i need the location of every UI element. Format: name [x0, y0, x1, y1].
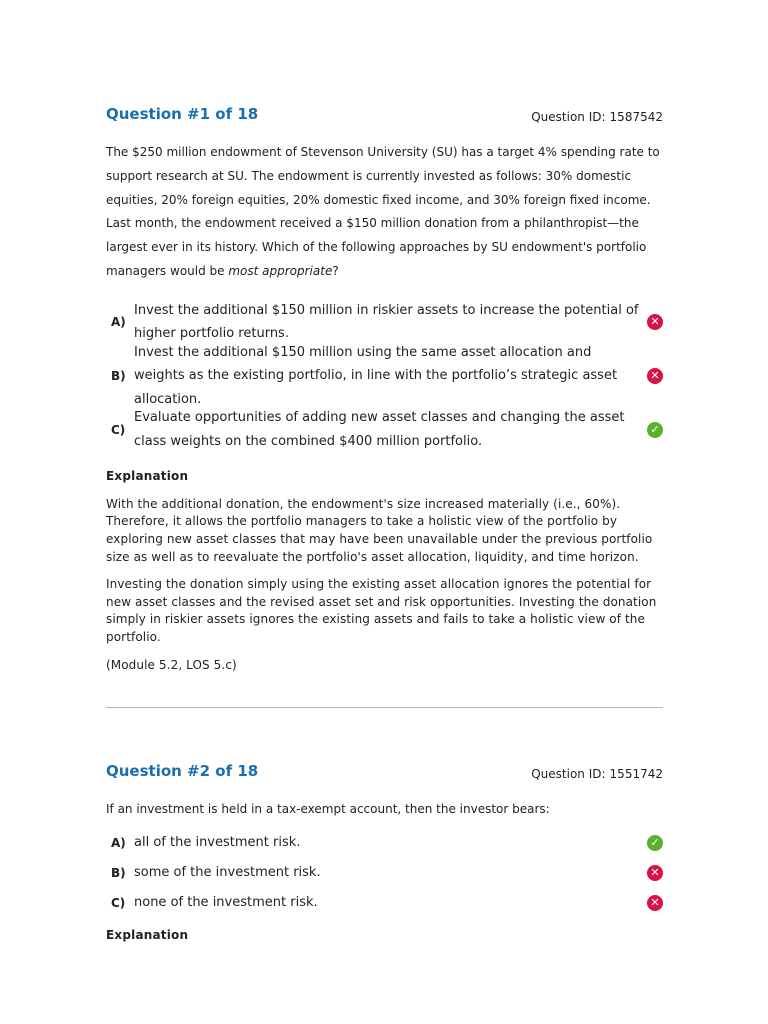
question-id-value: 1587542: [609, 110, 663, 124]
question-stem-text: The $250 million endowment of Stevenson University (SU) has a target 4% spending rate to support research at SU. The endowment is currently invested as follows: 30% domestic equities, 20% foreign equities, 20% domestic fixed income, and 30% foreign fixed income. Last month, the endowment received a $150 million donation from a philanthropist—the largest ever in its history. Which of the following approaches by SU endowment's portfolio managers would be: [106, 145, 660, 278]
question-id: [531, 109, 663, 125]
answer-letter: B): [111, 865, 126, 880]
question-stem: If an investment is held in a tax-exempt account, then the investor bears:: [106, 802, 550, 816]
question-stem: [106, 141, 663, 284]
answer-text: some of the investment risk.: [134, 865, 321, 881]
answer-letter: C): [111, 895, 126, 910]
x-circle-icon: ✕: [647, 895, 663, 911]
x-circle-icon: ✕: [647, 314, 663, 330]
answer-list: [106, 296, 663, 457]
answer-text: all of the investment risk.: [134, 835, 301, 851]
answer-option-a[interactable]: [106, 828, 663, 858]
answer-option-c[interactable]: [106, 888, 663, 918]
question-stem-end: ?: [332, 263, 339, 278]
question-header: [106, 104, 663, 128]
question-title: Question #1 of 18: [106, 105, 259, 123]
explanation-heading: Explanation: [106, 927, 189, 942]
check-circle-icon: ✓: [647, 835, 663, 851]
x-circle-icon: ✕: [647, 368, 663, 384]
question-header: [106, 761, 663, 785]
question-id: [531, 766, 663, 782]
answer-letter: C): [111, 422, 126, 437]
question-id-value: 1551742: [609, 767, 663, 781]
check-circle-icon: ✓: [647, 422, 663, 438]
question-divider: [106, 707, 663, 708]
answer-text: Invest the additional $150 million in riskier assets to increase the potential of higher portfolio returns.: [134, 302, 639, 342]
answer-text: none of the investment risk.: [134, 895, 318, 911]
answer-text: Invest the additional $150 million using the same asset allocation and weights as the existing portfolio, in line with the portfolio’s strategic asset allocation.: [134, 344, 618, 407]
explanation-paragraph: With the additional donation, the endowment's size increased materially (i.e., 60%). Therefore, it allows the portfolio managers to take a holistic view of the portfolio by exploring new asset classes that may have been unavailable under the previous portfolio size as well as to reevaluate the portfolio's asset allocation, liquidity, and time horizon.: [106, 496, 653, 564]
answer-option-c[interactable]: [106, 403, 663, 457]
question-1: [106, 104, 663, 674]
question-stem-emphasis: most appropriate: [228, 263, 333, 278]
explanation-paragraph: Investing the donation simply using the existing asset allocation ignores the potential for new asset classes and the revised asset set and risk opportunities. Investing the donation simply in riskier assets ignores the existing assets and fails to take a holistic view of the portfolio.: [106, 577, 657, 644]
question-id-label: Question ID:: [531, 110, 606, 124]
question-2: [106, 761, 663, 942]
x-circle-icon: ✕: [647, 865, 663, 881]
explanation-reference: (Module 5.2, LOS 5.c): [106, 657, 237, 672]
answer-option-b[interactable]: [106, 344, 663, 407]
answer-letter: B): [111, 368, 126, 383]
answer-list: [106, 828, 663, 918]
answer-letter: A): [111, 835, 126, 850]
answer-option-b[interactable]: [106, 858, 663, 888]
answer-letter: A): [111, 315, 126, 330]
question-id-label: Question ID:: [531, 767, 606, 781]
question-title: Question #2 of 18: [106, 762, 259, 780]
answer-text: Evaluate opportunities of adding new asset classes and changing the asset class weights on the combined $400 million portfolio.: [134, 410, 625, 449]
explanation-heading: Explanation: [106, 468, 189, 483]
